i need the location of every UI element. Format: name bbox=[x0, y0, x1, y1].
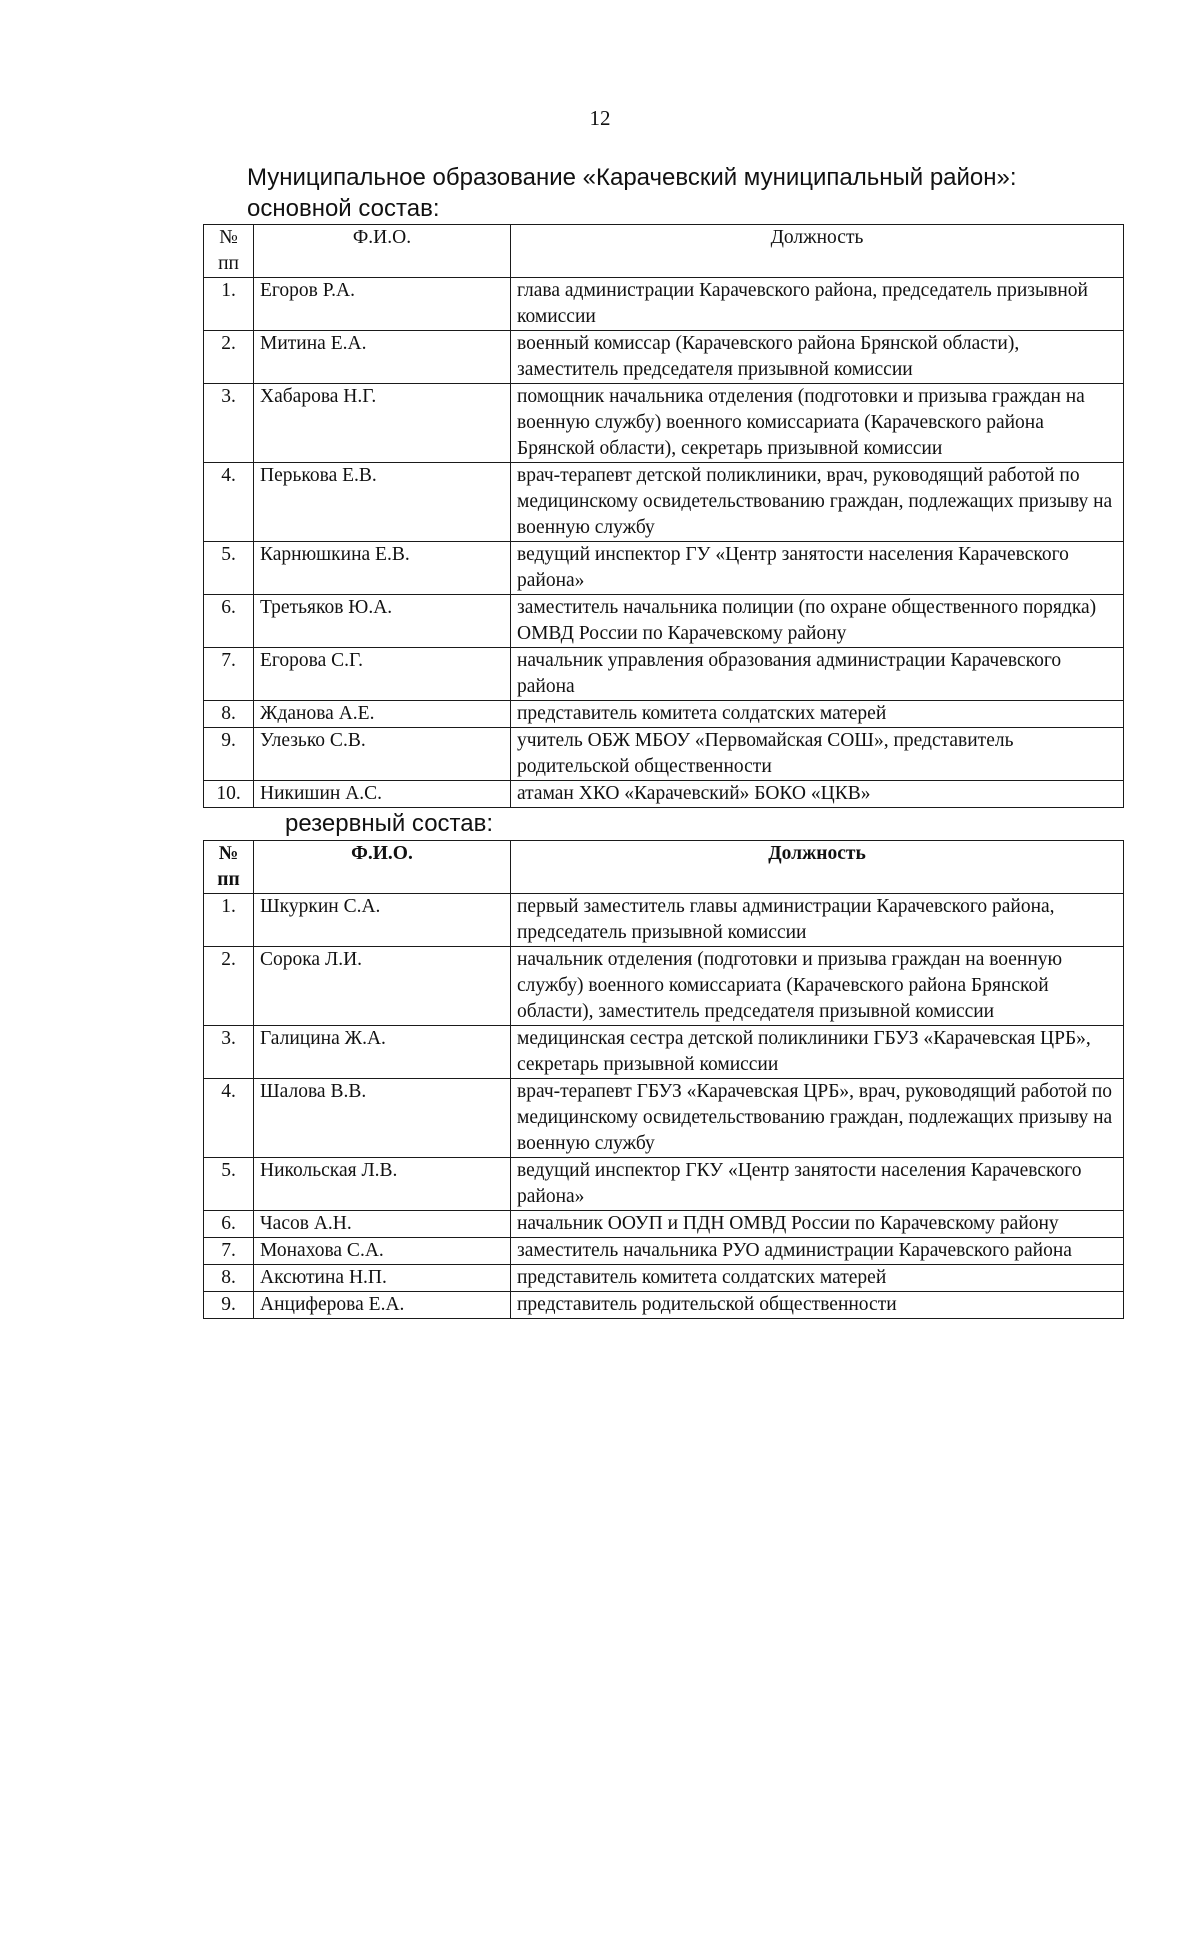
member-name: Хабарова Н.Г. bbox=[254, 384, 511, 463]
table-row bbox=[204, 542, 1124, 595]
member-position: заместитель начальника полиции (по охране общественного порядка) ОМВД России по Карачевскому району bbox=[511, 595, 1124, 648]
row-number: 8. bbox=[204, 1265, 254, 1292]
member-name: Жданова А.Е. bbox=[254, 701, 511, 728]
member-name: Галицина Ж.А. bbox=[254, 1026, 511, 1079]
member-name: Митина Е.А. bbox=[254, 331, 511, 384]
row-number: 3. bbox=[204, 384, 254, 463]
header-position: Должность bbox=[511, 225, 1124, 278]
table-row bbox=[204, 1211, 1124, 1238]
member-position: глава администрации Карачевского района, председатель призывной комиссии bbox=[511, 278, 1124, 331]
reserve-composition-table bbox=[203, 840, 1124, 1319]
reserve-composition-heading: резервный состав: bbox=[285, 810, 494, 837]
table-row bbox=[204, 384, 1124, 463]
table-row bbox=[204, 894, 1124, 947]
table-row bbox=[204, 1026, 1124, 1079]
member-name: Аксютина Н.П. bbox=[254, 1265, 511, 1292]
row-number: 2. bbox=[204, 947, 254, 1026]
member-name: Сорока Л.И. bbox=[254, 947, 511, 1026]
header-full-name: Ф.И.О. bbox=[254, 841, 511, 894]
member-name: Часов А.Н. bbox=[254, 1211, 511, 1238]
member-position: атаман ХКО «Карачевский» БОКО «ЦКВ» bbox=[511, 781, 1124, 808]
table-row bbox=[204, 278, 1124, 331]
document-heading bbox=[247, 162, 1017, 224]
member-name: Карнюшкина Е.В. bbox=[254, 542, 511, 595]
table-row bbox=[204, 1158, 1124, 1211]
member-position: начальник ООУП и ПДН ОМВД России по Карачевскому району bbox=[511, 1211, 1124, 1238]
table-row bbox=[204, 781, 1124, 808]
table-row bbox=[204, 1265, 1124, 1292]
row-number: 5. bbox=[204, 1158, 254, 1211]
row-number: 5. bbox=[204, 542, 254, 595]
table-row bbox=[204, 1238, 1124, 1265]
member-position: заместитель начальника РУО администрации Карачевского района bbox=[511, 1238, 1124, 1265]
member-name: Улезько С.В. bbox=[254, 728, 511, 781]
member-position: представитель комитета солдатских матерей bbox=[511, 1265, 1124, 1292]
row-number: 1. bbox=[204, 278, 254, 331]
member-position: помощник начальника отделения (подготовки и призыва граждан на военную службу) военного комиссариата (Карачевского района Брянской области), секретарь призывной комиссии bbox=[511, 384, 1124, 463]
main-composition-table bbox=[203, 224, 1124, 808]
member-name: Монахова С.А. bbox=[254, 1238, 511, 1265]
row-number: 3. bbox=[204, 1026, 254, 1079]
header-number: № пп bbox=[204, 225, 254, 278]
row-number: 9. bbox=[204, 728, 254, 781]
member-name: Третьяков Ю.А. bbox=[254, 595, 511, 648]
member-position: первый заместитель главы администрации Карачевского района, председатель призывной комиссии bbox=[511, 894, 1124, 947]
row-number: 7. bbox=[204, 1238, 254, 1265]
header-number: № пп bbox=[204, 841, 254, 894]
member-name: Шкуркин С.А. bbox=[254, 894, 511, 947]
member-position: ведущий инспектор ГКУ «Центр занятости населения Карачевского района» bbox=[511, 1158, 1124, 1211]
member-position: начальник управления образования администрации Карачевского района bbox=[511, 648, 1124, 701]
table-row bbox=[204, 463, 1124, 542]
header-full-name: Ф.И.О. bbox=[254, 225, 511, 278]
table-row bbox=[204, 1292, 1124, 1319]
page-number: 12 bbox=[589, 106, 611, 130]
member-name: Никишин А.С. bbox=[254, 781, 511, 808]
member-name: Анциферова Е.А. bbox=[254, 1292, 511, 1319]
table-header-row bbox=[204, 225, 1124, 278]
member-position: начальник отделения (подготовки и призыва граждан на военную службу) военного комиссариата (Карачевского района Брянской области), заместитель председателя призывной комиссии bbox=[511, 947, 1124, 1026]
table-row bbox=[204, 947, 1124, 1026]
member-position: медицинская сестра детской поликлиники ГБУЗ «Карачевская ЦРБ», секретарь призывной комиссии bbox=[511, 1026, 1124, 1079]
heading-main-composition: основной состав: bbox=[247, 195, 440, 222]
member-position: ведущий инспектор ГУ «Центр занятости населения Карачевского района» bbox=[511, 542, 1124, 595]
row-number: 6. bbox=[204, 1211, 254, 1238]
table-row bbox=[204, 648, 1124, 701]
member-name: Егоров Р.А. bbox=[254, 278, 511, 331]
member-position: представитель комитета солдатских матерей bbox=[511, 701, 1124, 728]
member-name: Егорова С.Г. bbox=[254, 648, 511, 701]
header-position: Должность bbox=[511, 841, 1124, 894]
row-number: 6. bbox=[204, 595, 254, 648]
member-name: Никольская Л.В. bbox=[254, 1158, 511, 1211]
table-row bbox=[204, 728, 1124, 781]
table-header-row bbox=[204, 841, 1124, 894]
member-name: Перькова Е.В. bbox=[254, 463, 511, 542]
row-number: 1. bbox=[204, 894, 254, 947]
row-number: 9. bbox=[204, 1292, 254, 1319]
member-position: представитель родительской общественности bbox=[511, 1292, 1124, 1319]
table-row bbox=[204, 1079, 1124, 1158]
row-number: 10. bbox=[204, 781, 254, 808]
member-position: учитель ОБЖ МБОУ «Первомайская СОШ», представитель родительской общественности bbox=[511, 728, 1124, 781]
heading-municipality: Муниципальное образование «Карачевский муниципальный район»: bbox=[247, 164, 1017, 191]
row-number: 2. bbox=[204, 331, 254, 384]
table-row bbox=[204, 701, 1124, 728]
member-position: врач-терапевт ГБУЗ «Карачевская ЦРБ», врач, руководящий работой по медицинскому освидетельствованию граждан, подлежащих призыву на военную службу bbox=[511, 1079, 1124, 1158]
member-position: врач-терапевт детской поликлиники, врач, руководящий работой по медицинскому освидетельствованию граждан, подлежащих призыву на военную службу bbox=[511, 463, 1124, 542]
member-name: Шалова В.В. bbox=[254, 1079, 511, 1158]
member-position: военный комиссар (Карачевского района Брянской области), заместитель председателя призывной комиссии bbox=[511, 331, 1124, 384]
row-number: 4. bbox=[204, 1079, 254, 1158]
table-row bbox=[204, 595, 1124, 648]
table-row bbox=[204, 331, 1124, 384]
row-number: 8. bbox=[204, 701, 254, 728]
row-number: 7. bbox=[204, 648, 254, 701]
row-number: 4. bbox=[204, 463, 254, 542]
